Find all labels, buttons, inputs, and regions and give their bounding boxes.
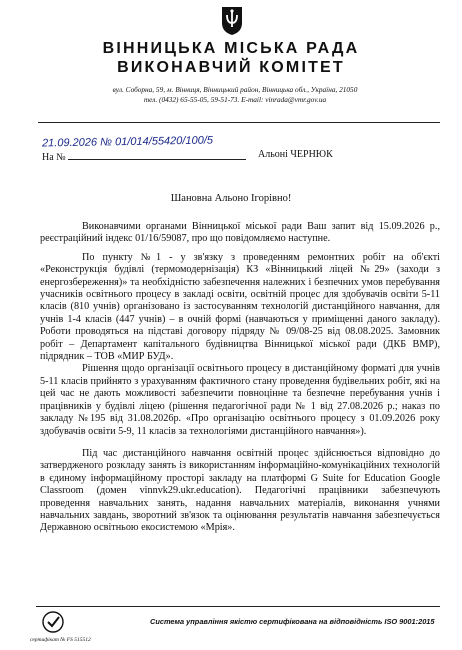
address-block [0, 85, 462, 105]
paragraph: Виконавчими органами Вінницької міської ради Ваш запит від 15.09.2026 р., реєстраційний індекс 01/16/59087, про що повідомляємо наступне. [40, 221, 440, 245]
letter-body [40, 221, 440, 535]
paragraph: По пункту №1 - у зв'язку з проведенням ремонтних робіт на об'єкті «Реконструкція будівлі (термомодернізація) КЗ «Вінницький ліцей №29» (заходи з енергозбереження)» та необхідністю забезпечення належних і безпечних умов перебування учасників освітнього процесу в закладі освіти, освітній процес для здобувачів освіти 5-11 класів (810 учнів) організовано із застосуванням технологій дистанційного навчання, для учнів 1-4 класів (447 учнів) – в очній формі (навчаються у приміщенні даного закладу). Роботи проводяться на підставі договору підряду № 09/08-25 від 08.08.2025. Замовник робіт – Департамент капітального будівництва Вінницької міської ради (ДКБ ВМР), підрядник – ТОВ «МИР БУД». [40, 251, 440, 363]
certification-mark-icon [40, 610, 66, 634]
reference-prefix: На № [42, 152, 66, 163]
paragraph: Рішення щодо організації освітнього процесу в дистанційному форматі для учнів 5-11 класів прийнято з урахуванням фактичного стану проведення будівельних робіт, які на цей час не дають можливості забезпечити повноцінне та безпечне перебування учнів і працівників у будівлі ліцею (рішення педагогічної ради № 1 від 27.08.2026 р.; наказ по закладу №195 від 31.08.2026р. «Про організацію освітнього процесу з 01.09.2026 року здобувачів освіти 5-9, 11 класів за технологіями дистанційного навчання»). [40, 363, 440, 437]
header-divider [38, 122, 440, 123]
iso-statement: Система управління якістю сертифікована на відповідність ISO 9001:2015 [150, 617, 435, 626]
addressee: Альоні ЧЕРНЮК [258, 149, 333, 160]
council-title: ВІННИЦЬКА МІСЬКА РАДА [102, 40, 360, 57]
committee-title: ВИКОНАВЧИЙ КОМІТЕТ [117, 59, 345, 76]
footer-divider [36, 606, 440, 607]
certificate-number: сертифікат № FS 515512 [30, 637, 91, 643]
contact-line: тел. (0432) 65-55-05, 59-51-73. E-mail: vinrada@vmr.gov.ua [143, 95, 327, 104]
salutation: Шановна Альоно Ігорівно! [170, 193, 292, 204]
registration-stamp: 21.09.2026 № 01/014/55420/100/5 [41, 134, 214, 150]
reference-line [42, 150, 246, 163]
paragraph: Під час дистанційного навчання освітній процес здійснюється відповідно до затвердженого розкладу занять із використанням інформаційно-комунікаційних технологій в єдиному інформаційному просторі закладу на платформі G Suite for Education Google Classroom (домен vinnvk29.ukr.education). Педагогічні працівники забезпечують проведення навчальних занять, надання навчальних матеріалів, виконання учнями навчальних завдань, зворотний зв'язок та оцінювання результатів навчання забезпечується Державною освітньою екосистемою «Мрія». [40, 447, 440, 534]
reference-blank [68, 150, 246, 160]
address-line: вул. Соборна, 59, м. Вінниця, Вінницький район, Вінницька обл., Україна, 21050 [112, 85, 358, 94]
coat-of-arms-icon [221, 6, 243, 36]
